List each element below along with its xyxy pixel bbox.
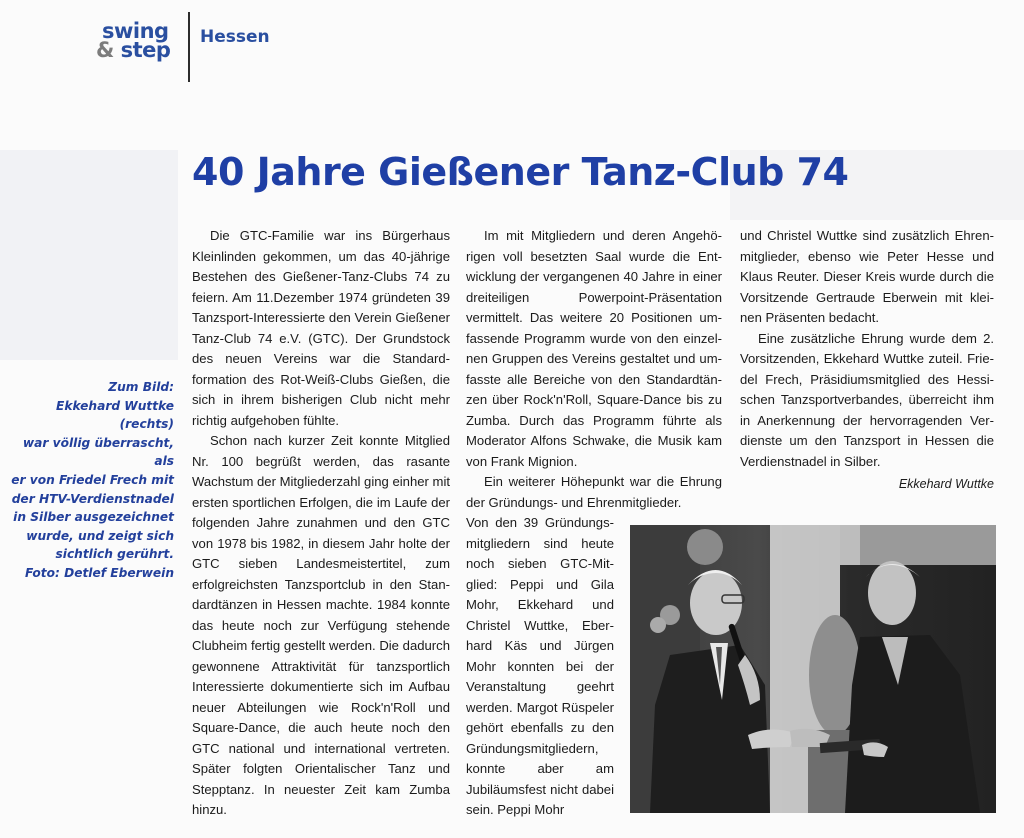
caption-line: Zum Bild: bbox=[108, 380, 174, 394]
background-bleed-left bbox=[0, 150, 178, 360]
caption-line: wurde, und zeigt sich bbox=[26, 528, 174, 543]
article-headline: 40 Jahre Gießener Tanz-Club 74 bbox=[192, 150, 849, 194]
logo-ampersand: & bbox=[96, 38, 114, 62]
caption-line: sichtlich gerührt. bbox=[55, 547, 174, 562]
caption-photo-credit: Foto: Detlef Eberwein bbox=[25, 565, 174, 580]
caption-line: war völlig überrascht, als bbox=[22, 435, 174, 469]
section-label: Hessen bbox=[200, 27, 270, 47]
paragraph: Schon nach kurzer Zeit konnte Mitglied Nr. 100 begrüßt werden, das rasante Wachstum der Mitgliederzahl ging einher mit ersten sportlichen Erfolgen, die im Laufe der folgenden Jahre zunahmen und den GTC von 1978 bis 1982, in diesem Jahr holte der GTC sieben Landesmeistertitel, zum erfolgreichsten Tanzsportclub in den Standardtänzen in Hessen machte. 1984 konnte das heute noch zur Verfügung stehende Clubheim fertig gestellt werden. Die dadurch gewonnene Attraktivität für tanzsportlich Interessierte dokumentierte sich im Aufbau neuer Abteilungen wie Rock'n'Roll und Square-Dance, die auch heute noch den GTC national und international vertreten. Später folgten Orientalischer Tanz und Stepptanz. In neuester Zeit kam Zumba hinzu. bbox=[192, 433, 450, 817]
caption-line: er von Friedel Frech mit bbox=[11, 472, 174, 487]
header-divider bbox=[188, 12, 190, 82]
caption-line: der HTV-Verdienstnadel bbox=[11, 491, 174, 506]
award-photo bbox=[630, 525, 996, 813]
logo-step: step bbox=[120, 38, 171, 62]
magazine-logo bbox=[96, 19, 182, 62]
paragraph-beside-photo: Von den 39 Gründungsmitgliedern sind heute noch sieben GTC-Mitglied: Peppi und Gila Mohr, Ekkehard und Christel Wuttke, Eberhard Käs und Jürgen Mohr konnten bei der Veranstaltung geehrt werden. Margot Rüspeler gehört ebenfalls zu den Gründungsmitgliedern, konnte aber am Jubiläumsfest nicht dabei sein. Peppi Mohr bbox=[466, 515, 614, 817]
paragraph: Im mit Mitgliedern und deren Angehörigen voll besetzten Saal wurde die Entwicklung der vergangenen 40 Jahre in einer dreiteiligen Powerpoint-Präsentation vermittelt. Das weitere 20 Positionen umfassende Programm wurde von den einzelnen Gruppen des Vereins gestaltet und umfasste alle Bereiche von den Standardtänzen über Rock'n'Roll, Square-Dance bis zu Zumba. Durch das Programm führte als Moderator Alfons Schwake, die Musik kam von Frank Mignion. bbox=[466, 228, 722, 469]
logo-swing: swing bbox=[102, 19, 169, 43]
paragraph: Die GTC-Familie war ins Bürgerhaus Kleinlinden gekommen, um das 40-jährige Bestehen des Gießener-Tanz-Clubs 74 zu feiern. Am 11.Dezember 1974 gründeten 39 Tanzsport-Interessierte den Verein Gießener Tanz-Club 74 e.V. (GTC). Der Grundstock des neuen Vereins war die Standardformation des Rot-Weiß-Clubs Gießen, die sich in ihrem bisherigen Club nicht mehr richtig aufgehoben fühlte. bbox=[192, 228, 450, 428]
paragraph: Eine zusätzliche Ehrung wurde dem 2. Vorsitzenden, Ekkehard Wuttke zuteil. Friedel Frech, Präsidiumsmitglied des Hessischen Tanzsportverbandes, überreicht ihm in Anerkennung der hervorragenden Verdienste um den Tanzsport in Hessen die Verdienstnadel in Silber. bbox=[740, 330, 994, 469]
article-column-1 bbox=[192, 226, 450, 821]
article-author: Ekkehard Wuttke bbox=[898, 477, 994, 491]
paragraph: und Christel Wuttke sind zusätzlich Ehrenmitglieder, ebenso wie Peter Hesse und Klaus Reuter. Dieser Kreis wurde durch die Vorsitzende Gertraude Eberwein mit kleinen Präsenten bedacht. bbox=[740, 228, 994, 325]
photo-caption bbox=[2, 378, 174, 583]
paragraph: Ein weiterer Höhepunkt war die Ehrung der Gründungs- und Ehrenmitglieder. bbox=[466, 474, 722, 510]
caption-line: Ekkehard Wuttke (rechts) bbox=[56, 398, 174, 432]
caption-line: in Silber ausgezeichnet bbox=[13, 510, 174, 525]
article-column-3 bbox=[740, 226, 994, 495]
